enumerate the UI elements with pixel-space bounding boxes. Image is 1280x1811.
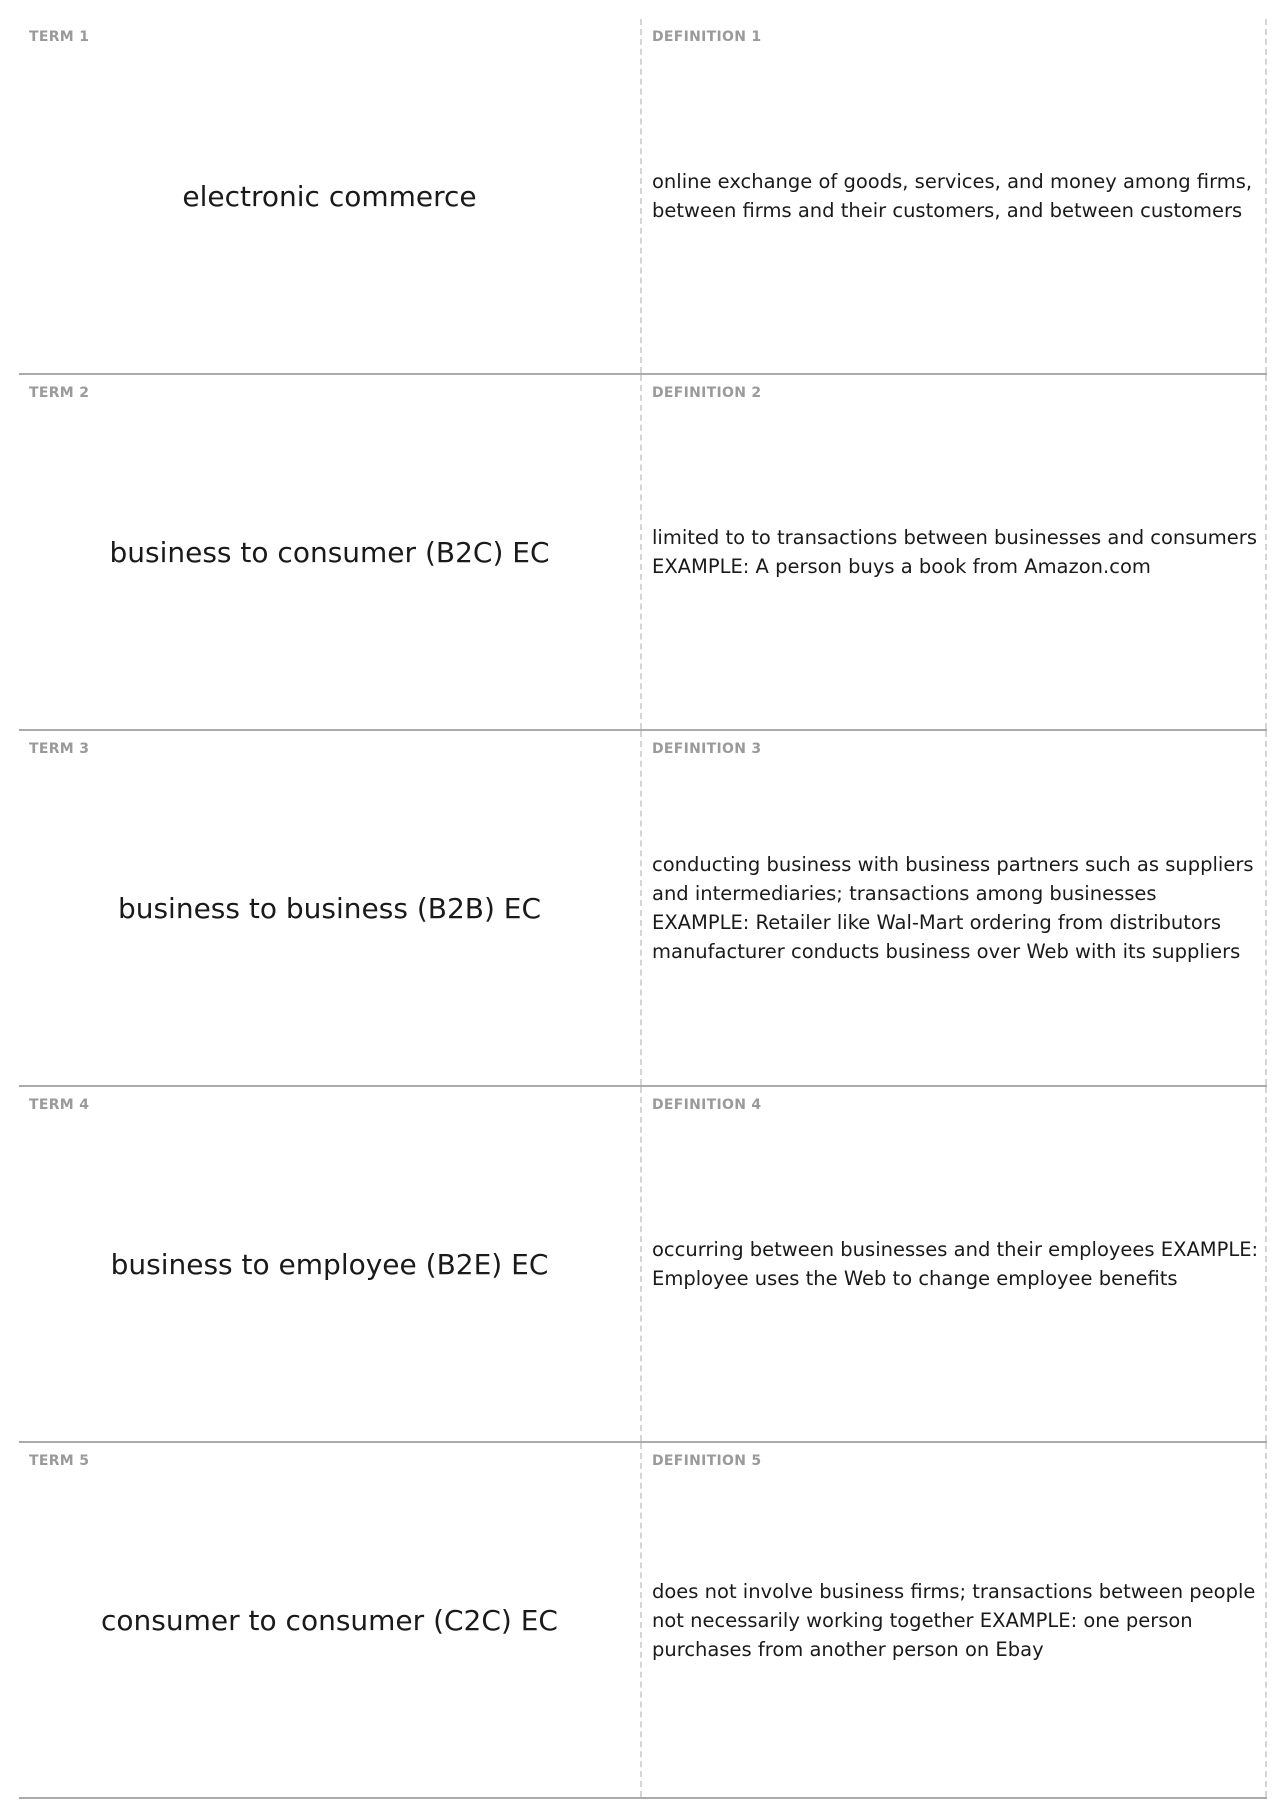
- term-text: consumer to consumer (C2C) EC: [101, 1603, 558, 1637]
- definition-text: online exchange of goods, services, and money among firms, between firms and their customers, and between customers: [652, 170, 1253, 222]
- definition-text: occurring between businesses and their employees EXAMPLE: Employee uses the Web to change employee benefits: [652, 1238, 1259, 1290]
- flashcard-row: [19, 375, 1267, 731]
- definition-cell: [642, 731, 1267, 1085]
- definition-text: limited to to transactions between businesses and consumers EXAMPLE: A person buys a book from Amazon.com: [652, 526, 1257, 578]
- term-cell: [19, 1087, 642, 1441]
- term-text: electronic commerce: [182, 179, 477, 213]
- definition-label: DEFINITION 1: [652, 29, 762, 45]
- definition-text: conducting business with business partners such as suppliers and intermediaries; transactions among businesses EXAMPLE: Retailer like Wal-Mart ordering from distributors manufacturer conducts business over Web with its suppliers: [652, 853, 1254, 963]
- definition-cell: [642, 19, 1267, 373]
- term-label: TERM 5: [29, 1453, 90, 1469]
- definition-label: DEFINITION 2: [652, 385, 762, 401]
- term-text: business to employee (B2E) EC: [110, 1247, 549, 1281]
- definition-cell: [642, 1087, 1267, 1441]
- flashcard-row: [19, 1087, 1267, 1443]
- term-cell: [19, 731, 642, 1085]
- term-label: TERM 3: [29, 741, 90, 757]
- term-cell: [19, 19, 642, 373]
- definition-label: DEFINITION 4: [652, 1097, 762, 1113]
- definition-text: does not involve business firms; transactions between people not necessarily working together EXAMPLE: one person purchases from another person on Ebay: [652, 1579, 1256, 1661]
- term-label: TERM 4: [29, 1097, 90, 1113]
- term-label: TERM 1: [29, 29, 90, 45]
- flashcard-row: [19, 731, 1267, 1087]
- definition-cell: [642, 1443, 1267, 1797]
- term-cell: [19, 375, 642, 729]
- flashcard-row: [19, 1443, 1267, 1799]
- term-cell: [19, 1443, 642, 1797]
- definition-label: DEFINITION 3: [652, 741, 762, 757]
- term-text: business to business (B2B) EC: [117, 891, 542, 925]
- term-text: business to consumer (B2C) EC: [109, 535, 550, 569]
- flashcard-row: [19, 19, 1267, 375]
- definition-label: DEFINITION 5: [652, 1453, 762, 1469]
- definition-cell: [642, 375, 1267, 729]
- term-label: TERM 2: [29, 385, 90, 401]
- flashcard-sheet: [19, 19, 1267, 1799]
